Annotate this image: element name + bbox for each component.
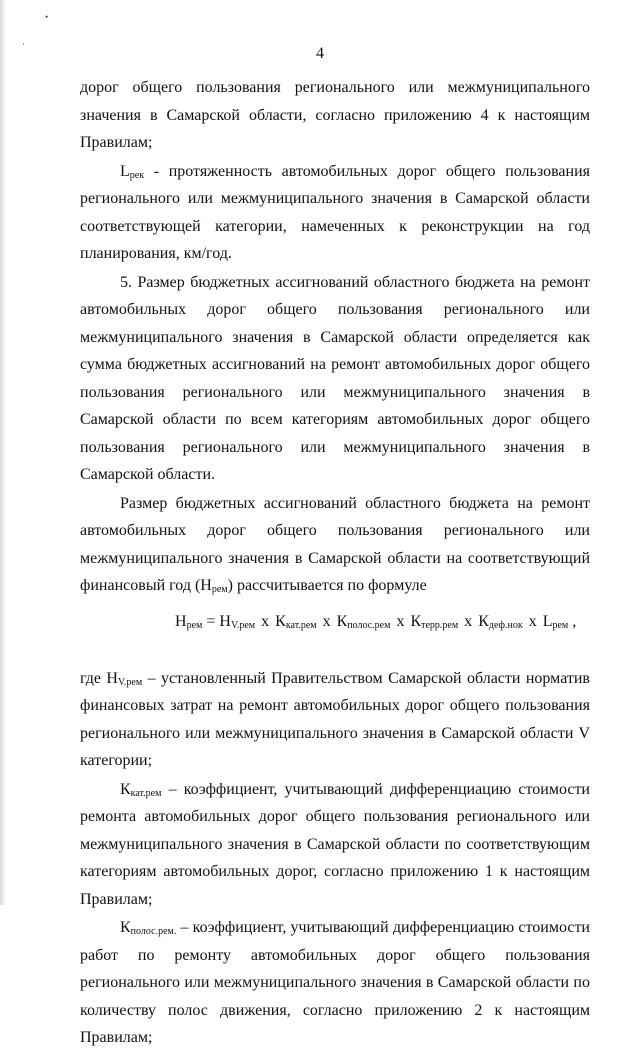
- scan-speck: •: [45, 12, 49, 22]
- paragraph-l-rek: $L_{рек}$ - протяженность автомобильных дорог общего пользования регионального или межмуниципального значения в Самарской области соответствующей категории, намеченных к реконструкции на год планирования, км/год.: [80, 162, 590, 262]
- formula-term-5: $К_{деф.нок}$: [478, 612, 523, 631]
- formula-lhs: $Н_{рем}$: [175, 612, 203, 631]
- symbol-l-rek: $L_{рек}$: [120, 162, 145, 181]
- formula-term-6: $L_{рем}$: [542, 612, 569, 631]
- formula-term-1: $Н_{V.рем}$: [219, 612, 256, 631]
- formula-term-3: $К_{полос.рем}$: [336, 612, 391, 631]
- formula-term-2: $К_{кат.рем}$: [275, 612, 317, 631]
- scan-speck: ·: [22, 39, 25, 49]
- paragraph-k-kat-rem: $К_{кат.рем}$ – коэффициент, учитывающий дифференциацию стоимости ремонта автомобильных дорог общего пользования регионального или межмуниципального значения в Самарской области по соответствующим категориям автомобильных дорог, согласно приложению 1 к настоящим Правилам;: [80, 780, 590, 908]
- paragraph-formula-intro: Размер бюджетных ассигнований областного бюджета на ремонт автомобильных дорог общего пользования регионального или межмуниципального значения в Самарской области на соответствующий финансовый год $(Н_{рем})$ рассчитывается по формуле: [80, 494, 590, 595]
- paragraph-n-v-rem: где $Н_{V.рем}$ – установленный Правительством Самарской области норматив финансовых затрат на ремонт автомобильных дорог общего пользования регионального или межмуниципального значения в Самарской области V категории;: [80, 669, 590, 769]
- paragraph-1: дорог общего пользования регионального или межмуниципального значения в Самарской области, согласно приложению 4 к настоящим Правилам;: [80, 79, 590, 151]
- symbol-n-v-rem: $Н_{V.рем}$: [106, 669, 143, 688]
- paragraph-5: 5. Размер бюджетных ассигнований областного бюджета на ремонт автомобильных дорог общего пользования регионального или межмуниципального значения в Самарской области определяется как сумма бюджетных ассигнований на ремонт автомобильных дорог общего пользования регионального или межмуниципального значения в Самарской области по всем категориям автомобильных дорог общего пользования регионального или межмуниципального значения в Самарской области.: [80, 273, 590, 483]
- formula-term-4: $К_{терр.рем}$: [410, 612, 459, 631]
- scan-edge: [0, 0, 6, 905]
- page-number: 4: [316, 45, 324, 62]
- symbol-k-kat-rem: $К_{кат.рем}$: [120, 780, 162, 799]
- formula-n-rem: $Н_{рем} = Н_{V.рем}$ х $К_{кат.рем}$ х $К_{полос.рем}$ х $К_{терр.рем}$ х $К_{деф.нок}$ х $L_{рем}$ ,: [175, 612, 577, 631]
- paragraph-k-polos-rem: $К_{полос.рем.}$ – коэффициент, учитывающий дифференциацию стоимости работ по ремонту автомобильных дорог общего пользования регионального или межмуниципального значения в Самарской области по количеству полос движения, согласно приложению 2 к настоящим Правилам;: [80, 919, 590, 1046]
- symbol-k-polos-rem: $К_{полос.рем.}$: [120, 919, 177, 937]
